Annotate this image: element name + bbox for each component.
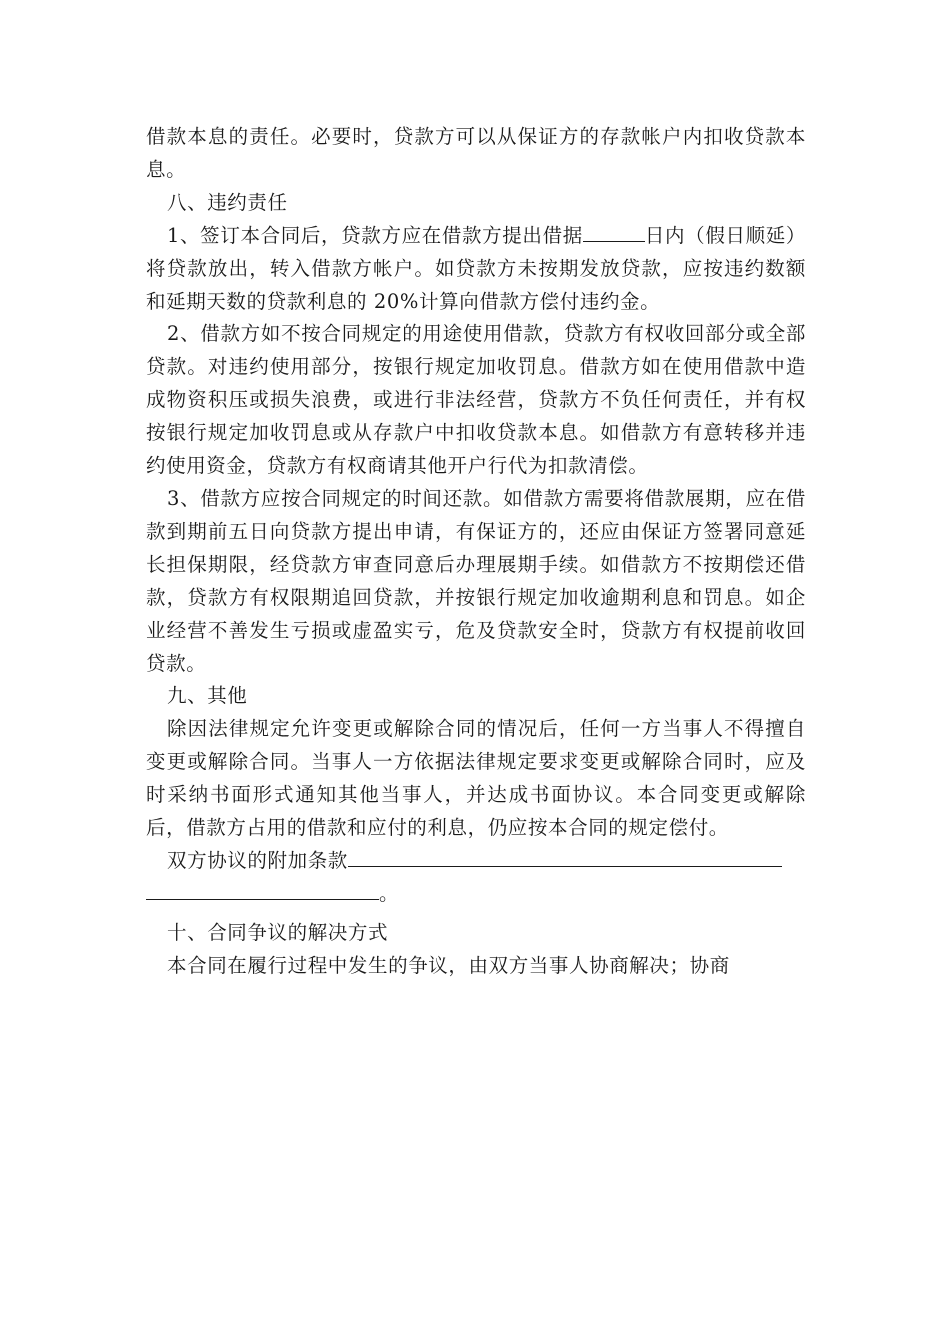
additional-terms-label: 双方协议的附加条款: [167, 848, 348, 872]
paragraph-continued: 借款本息的责任。必要时，贷款方可以从保证方的存款帐户内扣收贷款本息。: [146, 125, 806, 181]
clause-8-2: 2、借款方如不按合同规定的用途使用借款，贷款方有权收回部分或全部贷款。对违约使用部分，按银行规定加收罚息。借款方如在使用借款中造成物资积压或损失浪费，或进行非法经营，贷款方不负任何责任，并有权按银行规定加收罚息或从存款户中扣收贷款本息。如借款方有意转移并违约使用资金，贷款方有权商请其他开户行代为扣款清偿。: [146, 322, 806, 478]
clause-9: 除因法律规定允许变更或解除合同的情况后，任何一方当事人不得擅自变更或解除合同。当事人一方依据法律规定要求变更或解除合同时，应及时采纳书面形式通知其他当事人，并达成书面协议。本合同变更或解除后，借款方占用的借款和应付的利息，仍应按本合同的规定偿付。: [146, 717, 806, 840]
additional-terms-blank-line-2: [146, 879, 379, 900]
clause-8-1-part-b: 日内（假日顺延）将贷款放出，转入借款方帐户。如贷款方未按期发放贷款，应按违约数额和延期天数的贷款利息的 20%计算向借款方偿付违约金。: [146, 223, 806, 313]
additional-terms-end: 。: [379, 881, 400, 905]
additional-terms-continuation: [146, 878, 806, 911]
clause-8-3: 3、借款方应按合同规定的时间还款。如借款方需要将借款展期，应在借款到期前五日向贷款方提出申请，有保证方的，还应由保证方签署同意延长担保期限，经贷款方审查同意后办理展期手续。如借款方不按期偿还借款，贷款方有权限期追回贷款，并按银行规定加收逾期利息和罚息。如企业经营不善发生亏损或虚盈实亏，危及贷款安全时，贷款方有权提前收回贷款。: [146, 486, 806, 675]
days-blank-line: [583, 221, 645, 242]
heading-dispute-resolution: 十、合同争议的解决方式: [167, 920, 389, 944]
clause-8-1-part-a: 1、签订本合同后，贷款方应在借款方提出借据: [167, 223, 583, 247]
clause-8-1: [146, 220, 806, 319]
heading-other: 九、其他: [167, 684, 248, 708]
clause-10: 本合同在履行过程中发生的争议，由双方当事人协商解决；协商: [167, 953, 730, 977]
heading-breach-liability: 八、违约责任: [167, 190, 288, 214]
additional-terms-line: [146, 845, 806, 878]
additional-terms-blank-line: [348, 846, 782, 867]
